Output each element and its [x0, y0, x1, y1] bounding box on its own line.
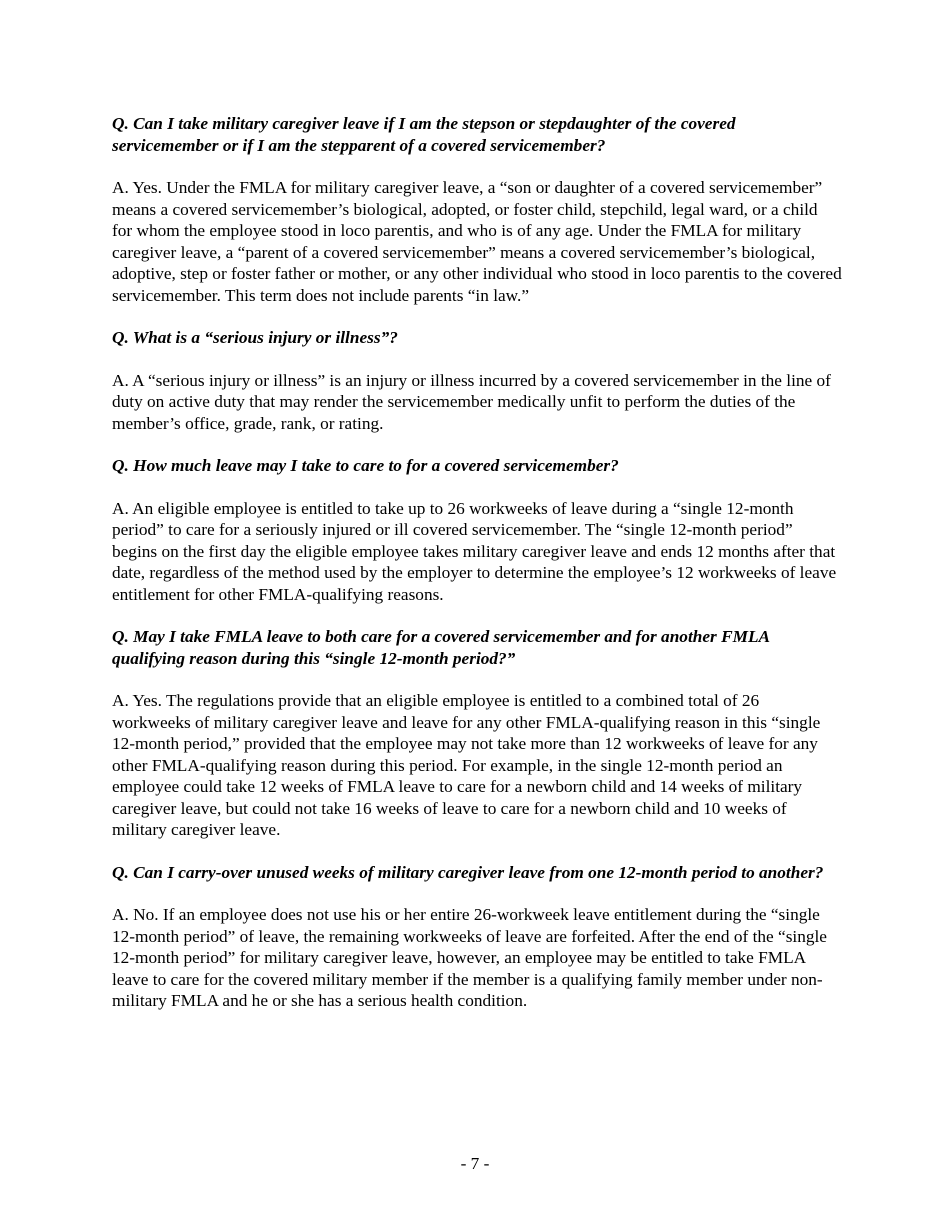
qa-item-combined-leave [112, 626, 842, 841]
question-heading: Q. What is a “serious injury or illness”? [112, 328, 398, 347]
question-heading: Q. How much leave may I take to care to for a covered servicemember? [112, 456, 619, 475]
answer-paragraph: A. Yes. Under the FMLA for military caregiver leave, a “son or daughter of a covered servicemember” means a covered servicemember’s biological, adopted, or foster child, stepchild, legal ward, or a child for whom the employee stood in loco parentis, and who is of any age. Under the FMLA for military caregiver leave, a “parent of a covered servicemember” means a covered servicemember’s biological, adoptive, step or foster father or mother, or any other individual who stood in loco parentis to the covered servicemember. This term does not include parents “in law.” [112, 178, 842, 305]
question-heading: Q. Can I take military caregiver leave if I am the stepson or stepdaughter of the covered servicemember or if I am the stepparent of a covered servicemember? [112, 114, 736, 155]
qa-item-serious-injury [112, 327, 842, 434]
page-number: - 7 - [460, 1154, 490, 1173]
question-heading: Q. Can I carry-over unused weeks of military caregiver leave from one 12-month period to another? [112, 862, 824, 882]
answer-paragraph: A. Yes. The regulations provide that an eligible employee is entitled to a combined total of 26 workweeks of military caregiver leave and leave for any other FMLA-qualifying reason in this “single 12-month period,” provided that the employee may not take more than 12 workweeks of leave for any other FMLA-qualifying reason during this period. For example, in the single 12-month period an employee could take 12 weeks of FMLA leave to care for a newborn child and 14 weeks of military caregiver leave, but could not take 16 weeks of leave to care for a newborn child and 10 weeks of military caregiver leave. [112, 691, 821, 839]
answer-paragraph: A. A “serious injury or illness” is an injury or illness incurred by a covered servicemember in the line of duty on active duty that may render the servicemember medically unfit to perform the duties of the member’s office, grade, rank, or rating. [112, 370, 831, 433]
answer-paragraph: A. An eligible employee is entitled to take up to 26 workweeks of leave during a “single 12-month period” to care for a seriously injured or ill covered servicemember. The “single 12-month period” begins on the first day the eligible employee takes military caregiver leave and ends 12 months after that date, regardless of the method used by the employer to determine the employee’s 12 workweeks of leave entitlement for other FMLA-qualifying reasons. [112, 498, 837, 604]
qa-item-carry-over [112, 862, 842, 1012]
answer-paragraph: A. No. If an employee does not use his or her entire 26-workweek leave entitlement during the “single 12-month period” of leave, the remaining workweeks of leave are forfeited. After the end of the “single 12-month period” for military caregiver leave, however, an employee may be entitled to take FMLA leave to care for the covered military member if the member is a qualifying family member under non-military FMLA and he or she has a serious health condition. [112, 905, 827, 1010]
question-heading: Q. May I take FMLA leave to both care for a covered servicemember and for another FMLA qualifying reason during this “single 12-month period?” [112, 627, 770, 668]
qa-item-leave-amount [112, 455, 842, 605]
qa-item-stepchild [112, 113, 842, 306]
document-page [112, 113, 842, 1033]
